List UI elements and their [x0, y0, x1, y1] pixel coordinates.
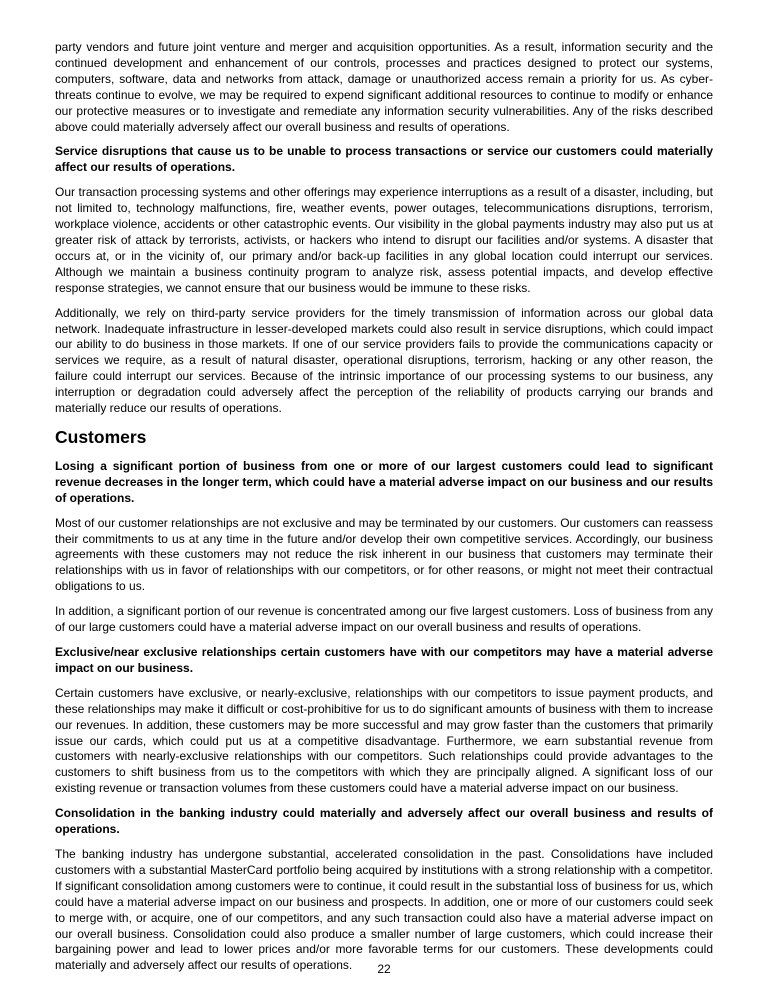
page-number: 22 [377, 962, 391, 976]
paragraph-revenue-concentration: In addition, a significant portion of our revenue is concentrated among our five largest customers. Loss of business from any of our large customers could have a material adverse impact on our overall business and results of operations. [55, 604, 713, 635]
paragraph-exclusive-detail: Certain customers have exclusive, or nearly-exclusive, relationships with our competitors to issue payment products, and these relationships may make it difficult or cost-prohibitive for us to do significant amounts of business with them to increase our revenues. In addition, these customers may be more successful and may grow faster than the customers that primarily issue our cards, which could put us at a competitive disadvantage. Furthermore, we earn substantial revenue from customers with nearly-exclusive relationships with our competitors. Such relationships could provide advantages to the customers to shift business from us to the competitors with which they are principally aligned. A significant loss of our existing revenue or transaction volumes from these customers could have a material adverse impact on our business. [55, 685, 713, 796]
risk-heading-losing-business: Losing a significant portion of business from one or more of our largest customers could lead to significant revenue decreases in the longer term, which could have a material adverse impact on our business and our results of operations. [55, 458, 713, 505]
paragraph-banking-consolidation: The banking industry has undergone substantial, accelerated consolidation in the past. Consolidations have included customers with a substantial MasterCard portfolio being acquired by institutions with a strong relationship with a competitor. If significant consolidation among customers were to continue, it could result in the substantial loss of business for us, which could have a material adverse impact on our business and prospects. In addition, one or more of our customers could seek to merge with, or acquire, one of our competitors, and any such transaction could also have a material adverse impact on our overall business. Consolidation could also produce a smaller number of large customers, which could increase their bargaining power and lead to lower prices and/or more favorable terms for our customers. These developments could materially and adversely affect our results of operations. [55, 846, 713, 973]
risk-heading-consolidation: Consolidation in the banking industry could materially and adversely affect our overall business and results of operations. [55, 806, 713, 837]
paragraph-transaction-processing: Our transaction processing systems and other offerings may experience interruptions as a result of a disaster, including, but not limited to, technology malfunctions, fire, weather events, power outages, telecommunications disruptions, terrorism, workplace violence, accidents or other catastrophic events. Our visibility in the global payments industry may also put us at greater risk of attack by terrorists, activists, or hackers who intend to disrupt our facilities and/or systems. A disaster that occurs at, or in the vicinity of, our primary and/or back-up facilities in any global location could interrupt our services. Although we maintain a business continuity program to analyze risk, assess potential impacts, and develop effective response strategies, we cannot ensure that our business would be immune to these risks. [55, 185, 713, 295]
risk-heading-service-disruptions: Service disruptions that cause us to be unable to process transactions or service our customers could materially affect our results of operations. [55, 144, 713, 175]
risk-heading-exclusive-relationships: Exclusive/near exclusive relationships certain customers have with our competitors may have a material adverse impact on our business. [55, 645, 713, 675]
paragraph-third-party-providers: Additionally, we rely on third-party service providers for the timely transmission of information across our global data network. Inadequate infrastructure in lesser-developed markets could also result in service disruptions, which could impact our ability to do business in those markets. If one of our service providers fails to provide the communications capacity or services we require, as a result of natural disaster, operational disruptions, terrorism, hacking or any other reason, the failure could interrupt our services. Because of the intrinsic importance of our processing systems to our business, any interruption or degradation could adversely affect the perception of the reliability of products carrying our brands and materially reduce our results of operations. [55, 305, 713, 416]
section-heading-customers: Customers [55, 426, 147, 447]
paragraph-customer-relationships: Most of our customer relationships are not exclusive and may be terminated by our customers. Our customers can reassess their commitments to us at any time in the future and/or develop their own competitive services. Accordingly, our business agreements with these customers may not reduce the risk inherent in our business that customers may terminate their relationships with us in favor of relationships with our competitors, or for other reasons, or might not meet their contractual obligations to us. [55, 515, 713, 594]
paragraph-continuation: party vendors and future joint venture and merger and acquisition opportunities. As a result, information security and the continued development and enhancement of our controls, processes and practices designed to protect our systems, computers, software, data and networks from attack, damage or unauthorized access remain a priority for us. As cyber-threats continue to evolve, we may be required to expend significant additional resources to continue to modify or enhance our protective measures or to investigate and remediate any information security vulnerabilities. Any of the risks described above could materially adversely affect our overall business and results of operations. [55, 40, 713, 134]
